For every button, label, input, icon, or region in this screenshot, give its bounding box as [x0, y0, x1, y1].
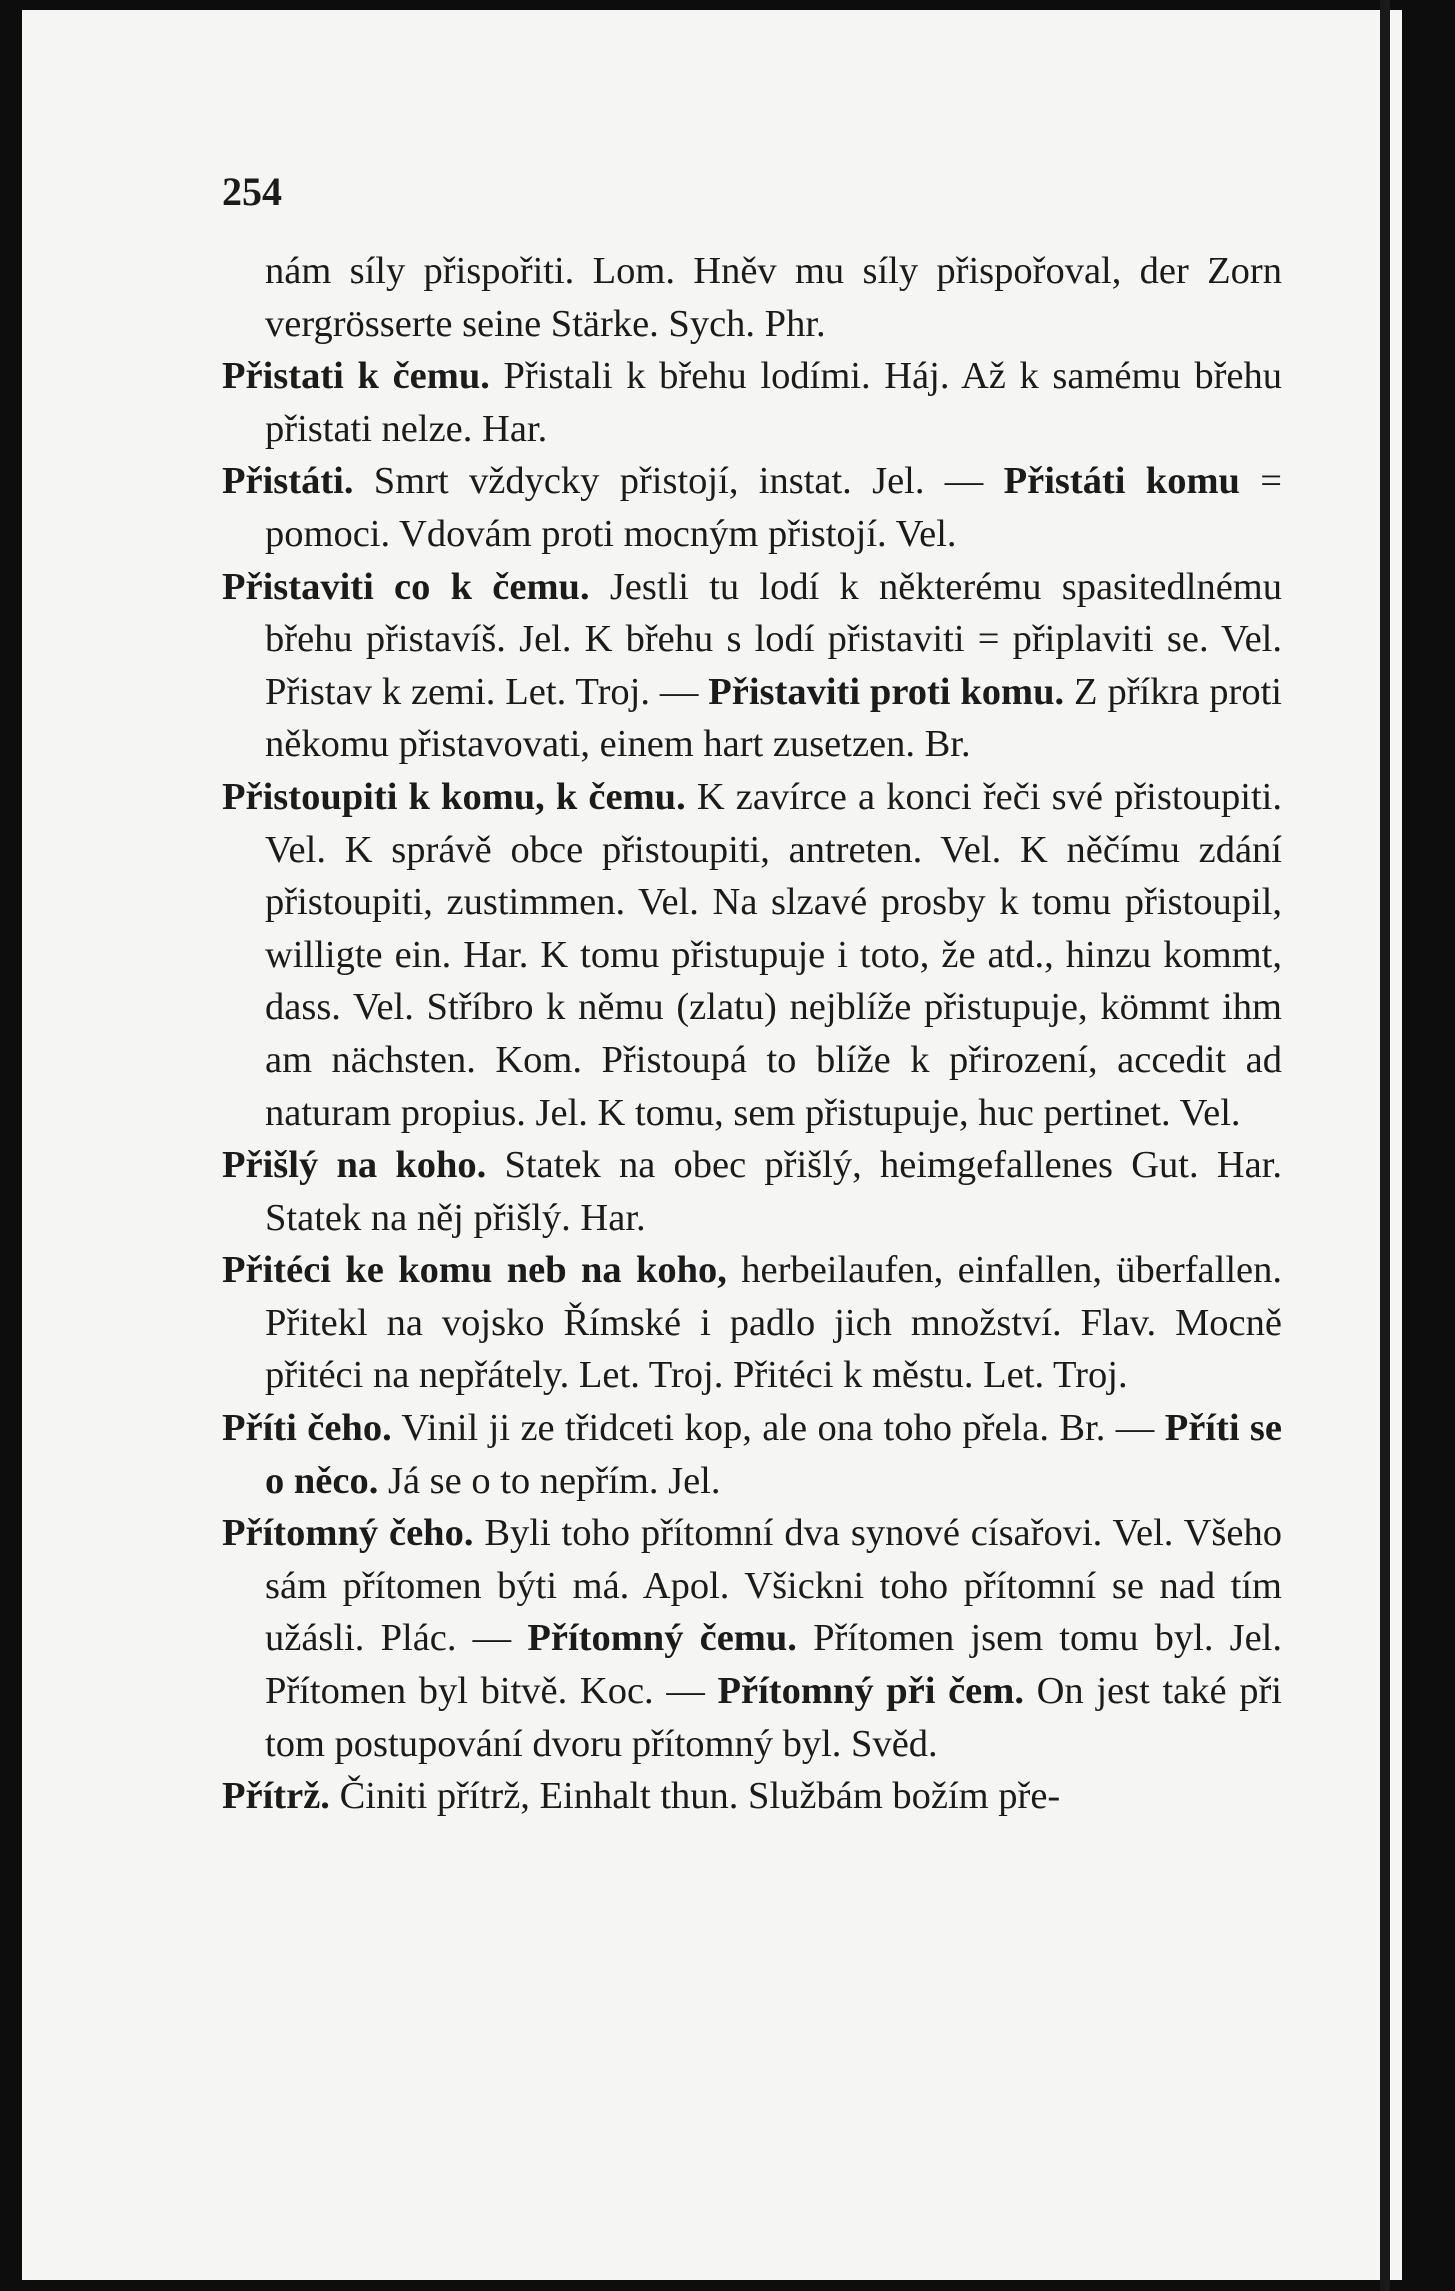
dictionary-entry: Přišlý na koho. Statek na obec přišlý, heimgefallenes Gut. Har. Statek na něj přišlý. Har.	[222, 1144, 1282, 1239]
dictionary-entry: Přítrž. Činiti přítrž, Einhalt thun. Službám božím pře-	[222, 1775, 1061, 1818]
dictionary-entry: Přistaviti co k čemu. Jestli tu lodí k některému spasitedlnému břehu přistavíš. Jel. K břehu s lodí přistaviti = připlaviti se. Vel. Přistav k zemi. Let. Troj. — Přistaviti proti komu. Z příkra proti někomu přistavovati, einem hart zusetzen. Br.	[222, 565, 1282, 766]
entry-subheadword: Příti se o něco.	[265, 1407, 1283, 1502]
page-number: 254	[222, 169, 282, 214]
entry-headword: Přistáti.	[222, 460, 354, 503]
entry-subheadword: Přistáti komu	[1003, 460, 1240, 503]
entry-subheadword: Přítomný čemu.	[527, 1617, 797, 1660]
dictionary-entry: Přítomný čeho. Byli toho přítomní dva synové císařovi. Vel. Všeho sám přítomen býti má. Apol. Všickni toho přítomní se nad tím užásli. Plác. — Přítomný čemu. Přítomen jsem tomu byl. Jel. Přítomen byl bitvě. Koc. — Přítomný při čem. On jest také při tom postupování dvoru přítomný byl. Svěd.	[222, 1512, 1283, 1765]
entry-headword: Příti čeho.	[222, 1407, 392, 1450]
entry-headword: Přitéci ke komu neb na koho,	[222, 1249, 727, 1292]
entry-subheadword: Přistaviti proti komu.	[708, 670, 1065, 713]
entry-subheadword: Přítomný při čem.	[717, 1670, 1024, 1713]
entry-headword: Přišlý na koho.	[222, 1144, 487, 1187]
dictionary-entry: nám síly přispořiti. Lom. Hněv mu síly přispořoval, der Zorn vergrösserte seine Stärke. Sych. Phr.	[265, 250, 1282, 345]
entry-headword: Přítrž.	[222, 1775, 330, 1818]
entry-headword: Přistati k čemu.	[222, 355, 490, 398]
dictionary-entry: Přistati k čemu. Přistali k břehu lodími. Háj. Až k samému břehu přistati nelze. Har.	[222, 355, 1282, 450]
entry-headword: Přítomný čeho.	[222, 1512, 474, 1555]
dictionary-entry: Přistoupiti k komu, k čemu. K zavírce a konci řeči své přistoupiti. Vel. K správě obce přistoupiti, antreten. Vel. K něčímu zdání přistoupiti, zustimmen. Vel. Na slzavé prosby k tomu přistoupil, willigte ein. Har. K tomu přistupuje i toto, že atd., hinzu kommt, dass. Vel. Stříbro k němu (zlatu) nejblíže přistupuje, kömmt ihm am nächsten. Kom. Přistoupá to blíže k přirození, accedit ad naturam propius. Jel. K tomu, sem přistupuje, huc pertinet. Vel.	[222, 775, 1282, 1134]
dictionary-entry: Přitéci ke komu neb na koho, herbeilaufen, einfallen, überfallen. Přitekl na vojsko Římské i padlo jich množství. Flav. Mocně přitéci na nepřátely. Let. Troj. Přitéci k městu. Let. Troj.	[222, 1249, 1282, 1397]
book-spine-shadow	[1380, 0, 1390, 2291]
dictionary-entry: Příti čeho. Vinil ji ze třidceti kop, ale ona toho přela. Br. — Příti se o něco. Já se o to nepřím. Jel.	[222, 1407, 1283, 1502]
entry-headword: Přistaviti co k čemu.	[222, 565, 590, 608]
entry-headword: Přistoupiti k komu, k čemu.	[222, 775, 686, 818]
dictionary-entry: Přistáti. Smrt vždycky přistojí, instat. Jel. — Přistáti komu = pomoci. Vdovám proti mocným přistojí. Vel.	[222, 460, 1282, 555]
dictionary-text	[222, 245, 1282, 1823]
document-page	[22, 10, 1402, 2280]
